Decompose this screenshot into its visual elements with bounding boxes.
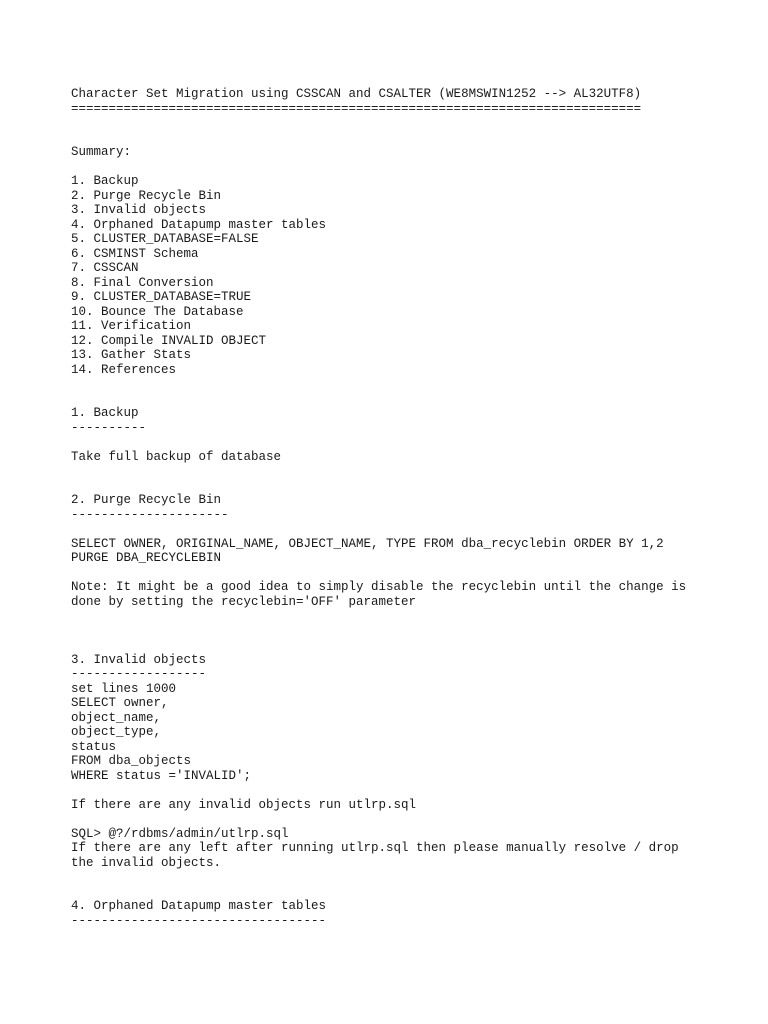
blank-line [71,638,761,653]
code-line: PURGE DBA_RECYCLEBIN [71,551,222,565]
blank-line [71,377,761,392]
section-heading: 2. Purge Recycle Bin [71,493,222,507]
code-line: SELECT OWNER, ORIGINAL_NAME, OBJECT_NAME, TYPE FROM dba_recyclebin ORDER BY 1,2 [71,536,664,551]
body-text: the invalid objects. [71,855,222,870]
summary-item: 4. Orphaned Datapump master tables [71,217,327,232]
blank-line [71,885,761,900]
blank-line [71,464,761,479]
document-title: Character Set Migration using CSSCAN and CSALTER (WE8MSWIN1252 --> AL32UTF8) [71,87,642,101]
blank-line [71,609,761,624]
summary-item: 13. Gather Stats [71,348,192,362]
summary-item: 11. Verification [71,319,192,333]
summary-item: 1. Backup [71,174,139,188]
blank-line [71,624,761,639]
blank-line [71,783,761,798]
blank-line [71,870,761,885]
summary-item: 12. Compile INVALID OBJECT [71,333,267,348]
code-line: object_name, [71,710,162,725]
code-line: status [71,739,117,754]
code-line: set lines 1000 [71,681,177,696]
section-underline: ---------------------------------- [71,913,327,928]
section-underline: --------------------- [71,507,229,522]
document-text [71,87,761,928]
blank-line [71,522,761,537]
code-line: SELECT owner, [71,696,169,710]
summary-item: 10. Bounce The Database [71,304,244,319]
summary-item: 5. CLUSTER_DATABASE=FALSE [71,232,259,246]
summary-item: 6. CSMINST Schema [71,246,199,261]
blank-line [71,131,761,146]
summary-item: 14. References [71,362,177,377]
note-text: Note: It might be a good idea to simply disable the recyclebin until the change is [71,580,687,594]
body-text: If there are any invalid objects run utlrp.sql [71,797,417,812]
body-text: If there are any left after running utlrp.sql then please manually resolve / drop [71,841,679,855]
title-underline: ============================================================================ [71,101,642,116]
summary-item: 9. CLUSTER_DATABASE=TRUE [71,290,252,304]
blank-line [71,435,761,450]
blank-line [71,116,761,131]
section-underline: ---------- [71,420,147,435]
blank-line [71,479,761,494]
section-heading: 4. Orphaned Datapump master tables [71,899,327,913]
code-line: FROM dba_objects [71,754,192,768]
blank-line [71,392,761,407]
summary-item: 7. CSSCAN [71,261,139,275]
section-heading: 3. Invalid objects [71,652,207,667]
note-text: done by setting the recyclebin='OFF' parameter [71,594,417,609]
body-text: Take full backup of database [71,449,282,464]
summary-item: 8. Final Conversion [71,275,214,290]
code-line: SQL> @?/rdbms/admin/utlrp.sql [71,826,289,841]
blank-line [71,160,761,175]
summary-item: 2. Purge Recycle Bin [71,188,222,203]
blank-line [71,812,761,827]
code-line: object_type, [71,725,162,739]
summary-item: 3. Invalid objects [71,203,207,217]
code-line: WHERE status ='INVALID'; [71,768,252,783]
section-heading: 1. Backup [71,406,139,420]
section-underline: ------------------ [71,667,207,681]
summary-heading: Summary: [71,145,132,159]
blank-line [71,566,761,581]
